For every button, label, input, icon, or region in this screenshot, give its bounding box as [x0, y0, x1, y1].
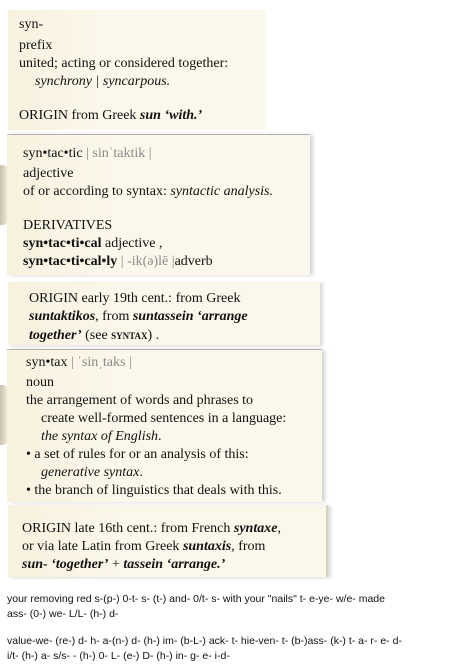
derivative-pron: | -ik(ə)lē |	[117, 254, 175, 269]
greek-word: together’	[29, 328, 82, 343]
part-of-speech: prefix	[19, 38, 53, 53]
greek-word: suntassein ‘arrange	[132, 309, 248, 324]
note-line-1: your removing red s-(p-) 0-t- s- (t-) and- 0/t- s- with your "nails" t- e-ye- w/e- made	[7, 593, 385, 605]
connector: +	[108, 557, 124, 572]
derivative-word: syn•tac•ti•cal•ly	[23, 254, 118, 269]
pronunciation: | ˈsinˌtaks |	[70, 355, 132, 370]
origin-line-3	[29, 326, 159, 344]
entry-card-syntax	[7, 350, 322, 502]
see-text: (see	[81, 328, 112, 343]
note-line-4: i/t- (h-) a- s/s- - (h-) 0- L- (e-) D- (h-) in- g- e- i-d-	[7, 650, 230, 662]
connector: , from	[95, 309, 133, 324]
origin-line	[19, 107, 202, 124]
origin-label: ORIGIN from Greek	[19, 108, 140, 123]
part-of-speech: noun	[26, 375, 54, 390]
derivative-pos: adverb	[174, 254, 213, 269]
headword: syn•tac•tic	[23, 146, 83, 161]
cross-reference-link[interactable]: syntax	[111, 327, 148, 342]
punctuation: .	[158, 429, 162, 444]
card-edge-tab	[0, 165, 7, 225]
definition-2: • a set of rules for or an analysis of this:	[26, 447, 249, 462]
greek-word: sun- ‘together’	[22, 557, 109, 572]
punctuation: , from	[231, 539, 266, 554]
part-of-speech: adjective	[23, 166, 74, 181]
definition-1a: the arrangement of words and phrases to	[26, 393, 254, 408]
definition-example: syntactic analysis.	[170, 184, 274, 199]
origin-line-2	[22, 538, 265, 555]
example: synchrony | syncarpous.	[35, 74, 171, 89]
origin-line-1	[22, 520, 281, 537]
origin-text: or via late Latin from Greek	[22, 539, 183, 554]
example-1	[41, 428, 162, 445]
headword: syn•tax	[26, 355, 68, 370]
definition: united; acting or considered together:	[19, 56, 229, 71]
origin-text: ORIGIN late 16th cent.: from French	[22, 521, 234, 536]
punctuation: .	[139, 465, 143, 480]
definition	[23, 183, 273, 200]
origin-word: sun ‘with.’	[139, 108, 203, 123]
note-line-3: value-we- (re-) d- h- a-(n-) d- (h-) im- (b-L-) ack- t- hie-ven- t- (b-)ass- (k-) t- a- r- e- d-	[7, 635, 402, 647]
origin-line-3	[22, 556, 225, 573]
definition-1b: create well-formed sentences in a language:	[41, 411, 287, 426]
definition-3: • the branch of linguistics that deals with this.	[26, 483, 282, 498]
card-edge-tab	[0, 385, 7, 445]
french-word: syntaxe	[233, 521, 278, 536]
headword-line	[23, 145, 152, 162]
entry-card-syntactic	[7, 135, 310, 275]
origin-card-syntactic	[8, 282, 320, 345]
derivative-2	[23, 253, 213, 270]
punctuation: ,	[277, 521, 281, 536]
entry-card-syn-prefix	[8, 10, 266, 130]
example-2	[41, 464, 143, 481]
definition-text: of or according to syntax:	[23, 184, 171, 199]
greek-word: suntaktikos	[29, 309, 96, 324]
derivative-word: syn•tac•ti•cal	[23, 236, 102, 251]
derivative-1	[23, 235, 163, 252]
example-text: the syntax of English	[41, 429, 159, 444]
origin-line-1: ORIGIN early 19th cent.: from Greek	[29, 291, 241, 306]
pronunciation: | sinˈtaktik |	[86, 146, 152, 161]
note-line-2: ass- (0-) we- L/L- (h-) d-	[7, 608, 119, 620]
greek-word: tassein ‘arrange.’	[123, 557, 226, 572]
example-text: generative syntax	[41, 465, 140, 480]
derivative-pos: adjective ,	[101, 236, 163, 251]
origin-card-syntax	[8, 505, 328, 577]
origin-line-2	[29, 308, 248, 325]
headword: syn-	[19, 17, 44, 32]
headword-line	[26, 354, 132, 371]
punctuation: ) .	[147, 328, 160, 343]
derivatives-label: DERIVATIVES	[23, 218, 113, 233]
greek-word: suntaxis	[182, 539, 232, 554]
